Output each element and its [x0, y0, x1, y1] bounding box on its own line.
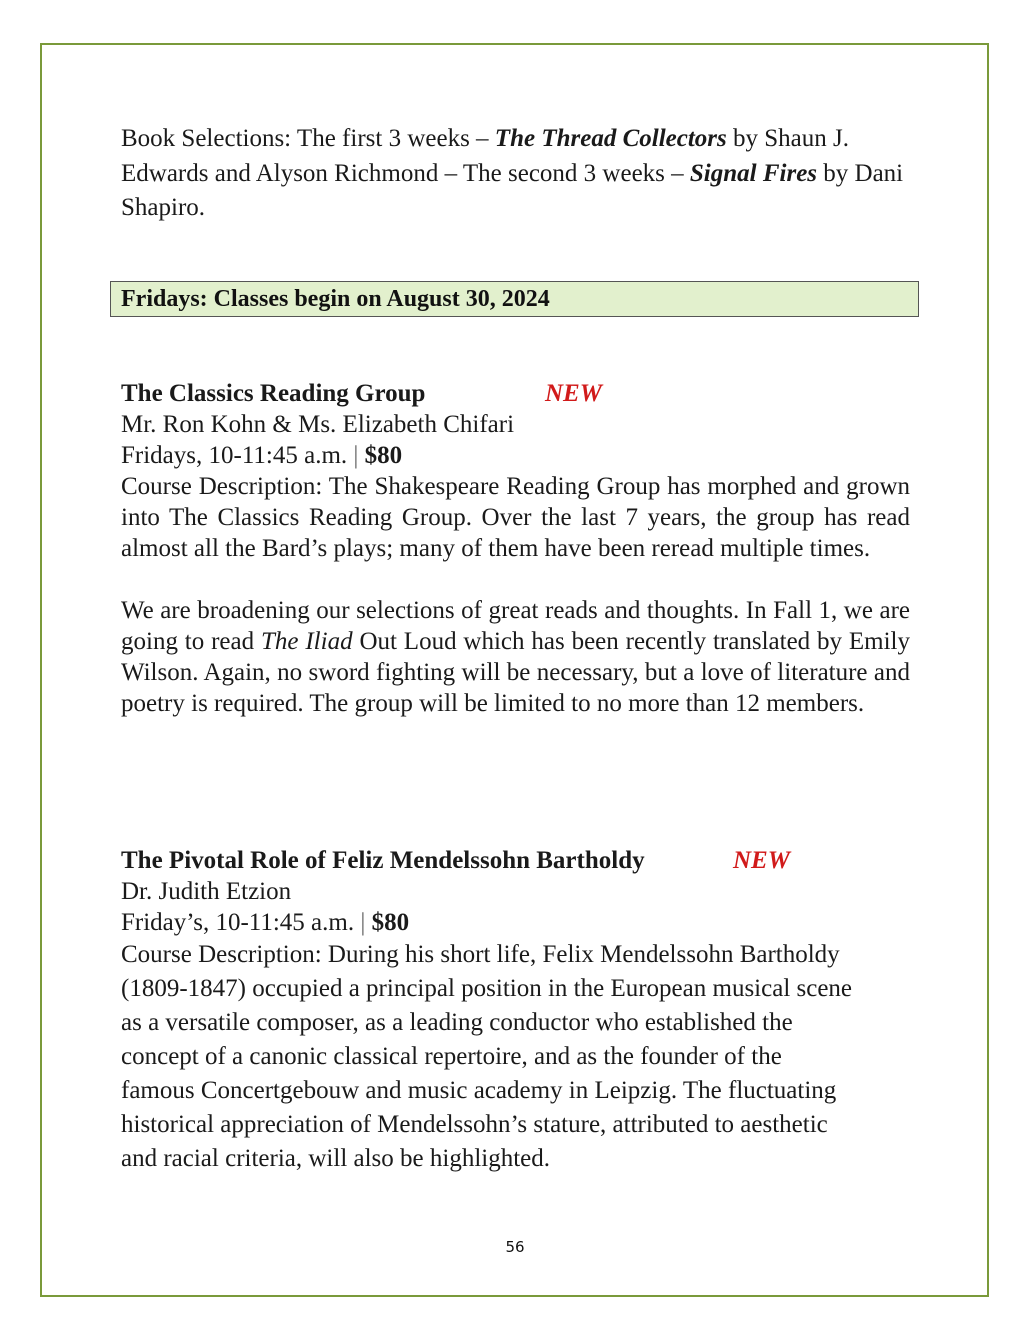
description-line: Course Description: During his short life, Felix Mendelssohn Bartholdy: [121, 941, 840, 968]
description-line: (1809-1847) occupied a principal position in the European musical scene: [121, 975, 853, 1002]
page-number-text: 56: [505, 1238, 525, 1256]
new-badge: NEW: [545, 380, 602, 407]
description-line: as a versatile composer, as a leading conductor who established the: [121, 1009, 793, 1036]
course-schedule: Friday’s, 10-11:45 a.m.: [121, 909, 355, 936]
course-description: Course Description: The Shakespeare Reading Group has morphed and grown into The Classics Reading Group. Over the last 7 years, the group has read almost all the Bard’s plays; many of them have been reread multiple times.: [121, 473, 910, 562]
course-classics-reading-group: [121, 378, 910, 719]
course-title: The Pivotal Role of Feliz Mendelssohn Bartholdy: [121, 847, 645, 874]
course-title: The Classics Reading Group: [121, 380, 426, 407]
course-schedule-line: [121, 440, 910, 471]
course-description-continued: [121, 595, 910, 719]
course-schedule-line: [121, 907, 910, 938]
book-title-iliad: The Iliad: [261, 628, 353, 655]
section-banner-fridays: Fridays: Classes begin on August 30, 2024: [110, 281, 919, 317]
page-number: [0, 1238, 1034, 1256]
description-line: and racial criteria, will also be highlighted.: [121, 1145, 551, 1172]
book1-title: The Thread Collectors: [494, 125, 727, 152]
paragraph-gap: [121, 564, 910, 595]
book1-author: by Shaun J. Edwards and Alyson Richmond – The second 3 weeks –: [121, 125, 849, 187]
schedule-separator: |: [360, 909, 366, 936]
course-price: $80: [371, 909, 410, 936]
course-mendelssohn: [121, 845, 910, 1176]
course-description: [121, 938, 910, 1176]
course-instructor: Dr. Judith Etzion: [121, 878, 292, 905]
schedule-separator: |: [353, 442, 359, 469]
book-selections: [121, 122, 910, 226]
course-title-row: [121, 845, 910, 876]
description-line: historical appreciation of Mendelssohn’s stature, attributed to aesthetic: [121, 1111, 828, 1138]
course-schedule: Fridays, 10-11:45 a.m.: [121, 442, 348, 469]
course-instructor: Mr. Ron Kohn & Ms. Elizabeth Chifari: [121, 411, 515, 438]
description-line: concept of a canonic classical repertoire, and as the founder of the: [121, 1043, 782, 1070]
course-title-row: [121, 378, 910, 409]
book2-author: by Dani Shapiro.: [121, 159, 904, 221]
new-badge: NEW: [733, 847, 790, 874]
description-text: We are broadening our selections of great reads and thoughts. In Fall 1, we are going to read: [121, 597, 910, 655]
description-text: Out Loud which has been recently translated by Emily Wilson. Again, no sword fighting will be necessary, but a love of literature and poetry is required. The group will be limited to no more than 12 members.: [121, 628, 910, 717]
book2-title: Signal Fires: [689, 159, 818, 187]
description-line: famous Concertgebouw and music academy in Leipzig. The fluctuating: [121, 1077, 837, 1104]
book-selections-prefix: Book Selections: The first 3 weeks –: [121, 125, 495, 152]
course-price: $80: [364, 442, 403, 469]
